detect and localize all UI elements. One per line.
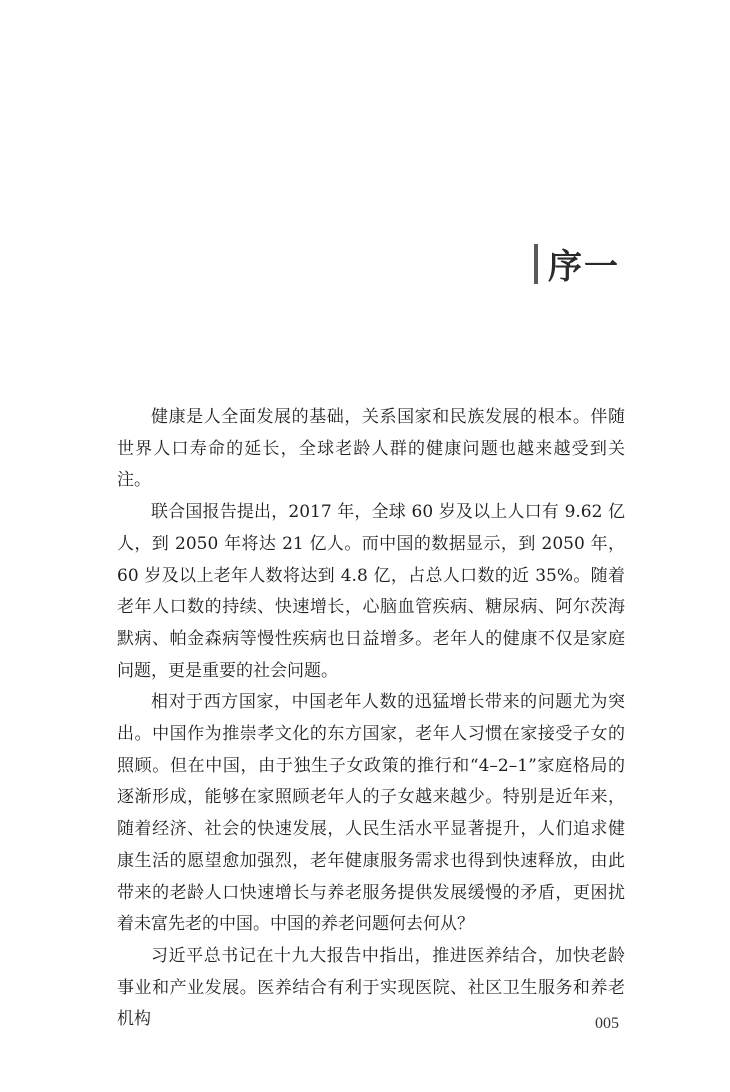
paragraph-2: 联合国报告提出，2017 年，全球 60 岁及以上人口有 9.62 亿人，到 2050 年将达 21 亿人。而中国的数据显示，到 2050 年，60 岁及以上老年人数将达到 4.8 亿，占总人口数的近 35%。随着老年人口数的持续、快速增长，心脑血管疾病、糖尿病、阿尔茨海默病、帕金森病等慢性疾病也日益增多。老年人的健康不仅是家庭问题，更是重要的社会问题。 [117, 502, 625, 681]
heading-bar-mark [534, 244, 538, 284]
paragraph-3: 相对于西方国家，中国老年人数的迅猛增长带来的问题尤为突出。中国作为推崇孝文化的东方国家，老年人习惯在家接受子女的照顾。但在中国，由于独生子女政策的推行和“4–2–1”家庭格局的逐渐形成，能够在家照顾老年人的子女越来越少。特别是近年来，随着经济、社会的快速发展，人民生活水平显著提升，人们追求健康生活的愿望愈加强烈，老年健康服务需求也得到快速释放，由此带来的老龄人口快速增长与养老服务提供发展缓慢的矛盾，更困扰着未富先老的中国。中国的养老问题何去何从？ [117, 692, 625, 935]
chapter-title: 序一 [548, 247, 620, 287]
paragraph-1: 健康是人全面发展的基础，关系国家和民族发展的根本。伴随世界人口寿命的延长，全球老龄人群的健康问题也越来越受到关注。 [117, 407, 625, 491]
chapter-heading [534, 239, 620, 288]
paragraph-4: 习近平总书记在十九大报告中指出，推进医养结合，加快老龄事业和产业发展。医养结合有利于实现医院、社区卫生服务和养老机构 [117, 945, 625, 1030]
page-number: 005 [595, 1015, 619, 1032]
body-text [117, 402, 625, 1036]
